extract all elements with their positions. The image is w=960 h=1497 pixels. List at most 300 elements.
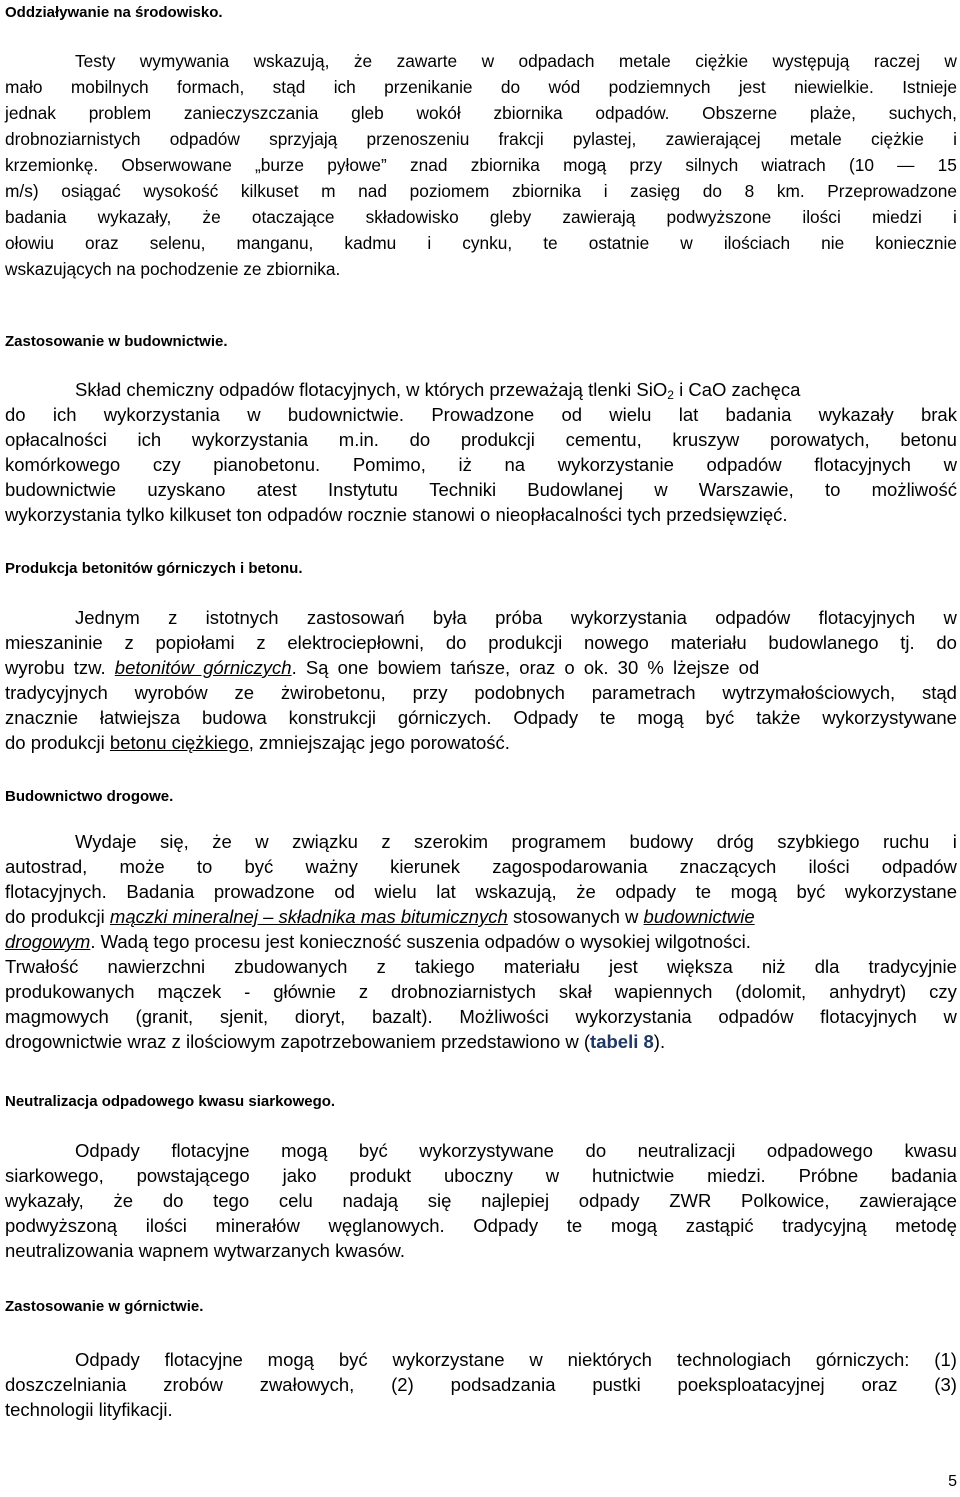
- word: budowy: [629, 831, 694, 852]
- word: z: [358, 981, 369, 1002]
- word: dróg: [716, 831, 754, 852]
- text-line: [5, 1029, 957, 1054]
- word: czy: [929, 981, 957, 1002]
- word: (2): [391, 1374, 414, 1395]
- link-road-construction[interactable]: budownictwie: [643, 906, 755, 927]
- word: mogą: [281, 1140, 328, 1161]
- word: z: [168, 607, 178, 628]
- word: występują: [772, 51, 850, 71]
- word: krzemionkę.: [5, 155, 99, 175]
- word: silnych: [685, 155, 739, 175]
- word: wód: [548, 77, 581, 97]
- word: niż: [761, 956, 786, 977]
- word: Instytutu: [328, 479, 398, 500]
- word: stąd: [921, 682, 957, 703]
- word: zbiornika: [470, 155, 540, 175]
- word: się,: [159, 831, 189, 852]
- word: poziomem: [409, 181, 490, 201]
- word: tradycyjnie: [868, 956, 957, 977]
- word: składowisko: [365, 207, 459, 227]
- word: znaczących: [679, 856, 777, 877]
- word: 15: [937, 155, 957, 175]
- word: nadają: [342, 1190, 399, 1211]
- word: wskazują,: [253, 51, 330, 71]
- word: ilości: [802, 207, 841, 227]
- word: wykorzystania: [575, 1006, 692, 1027]
- subscript: 2: [667, 388, 674, 402]
- word: dioryt,: [294, 1006, 346, 1027]
- word: wielu: [374, 881, 417, 902]
- word: wykorzystania: [191, 429, 309, 450]
- word: km.: [776, 181, 805, 201]
- word: jest: [738, 77, 766, 97]
- word: związku: [292, 831, 358, 852]
- word: kadmu: [344, 233, 397, 253]
- word: wyrobów: [134, 682, 208, 703]
- text-line: wykorzystania tylko kilkuset ton odpadów rocznie stanowi o nieopłacalności tych przedsięwzięć.: [5, 504, 788, 525]
- word: flotacyjne: [171, 1140, 250, 1161]
- paragraph-road-construction: [5, 829, 957, 1054]
- word: Odpady: [75, 1349, 140, 1370]
- heading-acid-neutralization: Neutralizacja odpadowego kwasu siarkowego.: [5, 1093, 336, 1110]
- text-line: [5, 1372, 957, 1397]
- word: czy: [152, 454, 181, 475]
- word: 8: [744, 181, 755, 201]
- word: wysokość: [143, 181, 219, 201]
- word: być: [338, 1349, 368, 1370]
- text-fragment: stosowanych w: [507, 906, 644, 927]
- paragraph-acid-neutralization: [5, 1138, 957, 1263]
- word: że: [113, 1190, 134, 1211]
- word: produkcji: [460, 429, 535, 450]
- word: to: [196, 856, 213, 877]
- word: wykazały,: [97, 207, 172, 227]
- text-line: [5, 705, 957, 730]
- word: górniczych:: [815, 1349, 910, 1370]
- word: może: [119, 856, 165, 877]
- word: tego: [213, 1190, 250, 1211]
- word: Odpady: [473, 1215, 539, 1236]
- word: suchych,: [888, 103, 957, 123]
- word: (3): [934, 1374, 957, 1395]
- word: niewielkie.: [794, 77, 874, 97]
- word: próba: [495, 607, 543, 628]
- word: niektórych: [567, 1349, 652, 1370]
- word: do: [445, 632, 467, 653]
- word: mogą: [610, 1215, 658, 1236]
- word: metale: [618, 51, 671, 71]
- word: badania: [891, 1165, 957, 1186]
- word: wykorzystywane: [822, 707, 957, 728]
- text-line: [5, 605, 957, 630]
- word: być: [705, 707, 735, 728]
- word: do: [5, 404, 26, 425]
- text-fragment: Skład chemiczny odpadów flotacyjnych, w których przeważają tlenki SiO: [75, 379, 668, 400]
- word: raczej: [873, 51, 920, 71]
- link-heavy-concrete[interactable]: betonu ciężkiego: [109, 732, 249, 753]
- word: przenikanie: [384, 77, 473, 97]
- word: autostrad,: [5, 856, 88, 877]
- word: celu: [278, 1190, 313, 1211]
- word: górniczych.: [397, 707, 492, 728]
- text-fragment: do produkcji: [5, 732, 110, 753]
- word: do: [162, 1190, 184, 1211]
- word: zawarte: [396, 51, 458, 71]
- word: wytrzymałościowych,: [722, 682, 896, 703]
- word: Jednym: [75, 607, 140, 628]
- word: Obserwowane: [121, 155, 232, 175]
- word: hutnictwie: [591, 1165, 675, 1186]
- word: poeksploatacyjnej: [677, 1374, 825, 1395]
- word: mogą: [730, 881, 777, 902]
- word: neutralizacji: [637, 1140, 736, 1161]
- word: odpadów: [881, 856, 957, 877]
- word: elektrociepłowni,: [287, 632, 425, 653]
- word: przy: [629, 155, 663, 175]
- word: flotacyjnych: [818, 607, 916, 628]
- word: przy: [412, 682, 448, 703]
- word: mogą: [563, 155, 607, 175]
- word: w: [943, 454, 957, 475]
- word: drobnoziarnistych: [5, 129, 141, 149]
- word: nie: [821, 233, 845, 253]
- paragraph-construction-use: [5, 377, 957, 527]
- word: Możliwości: [459, 1006, 549, 1027]
- word: szerokim: [414, 831, 489, 852]
- word: otaczające: [251, 207, 335, 227]
- text-fragment: . Wadą tego procesu jest konieczność suszenia odpadów o wysokiej wilgotności.: [90, 931, 751, 952]
- word: w: [943, 607, 957, 628]
- text-line: [5, 1163, 957, 1188]
- word: mobilnych: [70, 77, 149, 97]
- text-line: [5, 452, 957, 477]
- word: z: [256, 632, 266, 653]
- word: magmowych: [5, 1006, 109, 1027]
- text-line: [5, 655, 957, 680]
- word: odpadów.: [595, 103, 670, 123]
- word: Odpady: [513, 707, 579, 728]
- text-line: [5, 854, 957, 879]
- word: Przeprowadzone: [827, 181, 957, 201]
- text-line: [5, 204, 957, 230]
- text-line: [5, 427, 957, 452]
- word: podsadzania: [450, 1374, 556, 1395]
- text-line: [5, 1188, 957, 1213]
- word: podziemnych: [608, 77, 711, 97]
- word: cementu,: [565, 429, 642, 450]
- word: budowa: [201, 707, 267, 728]
- word: komórkowego: [5, 454, 121, 475]
- word: głównie: [273, 981, 336, 1002]
- text-line: [5, 152, 957, 178]
- word: i: [427, 233, 432, 253]
- word: zbiornika: [493, 103, 563, 123]
- word: ilości: [808, 856, 850, 877]
- word: budownictwie.: [287, 404, 405, 425]
- word: odpadach: [518, 51, 595, 71]
- word: opłacalności: [5, 429, 107, 450]
- word: uzyskano: [147, 479, 226, 500]
- word: łatwiejsza: [99, 707, 181, 728]
- word: ważny: [305, 856, 358, 877]
- word: badania: [5, 207, 67, 227]
- word: pyłowe”: [327, 155, 387, 175]
- word: wskazują,: [475, 881, 557, 902]
- word: i: [953, 129, 957, 149]
- word: programem: [511, 831, 607, 852]
- word: odpadów: [715, 607, 791, 628]
- word: w: [944, 51, 957, 71]
- word: w: [247, 404, 261, 425]
- word: ilościach: [723, 233, 791, 253]
- word: betonu: [900, 429, 957, 450]
- word: była: [432, 607, 467, 628]
- word: lat: [436, 881, 456, 902]
- word: sjenit,: [219, 1006, 269, 1027]
- word: flotacyjnych: [814, 454, 911, 475]
- word: prowadzone: [213, 881, 315, 902]
- text-fragment: . Są one bowiem tańsze, oraz o ok. 30 % lżejsze od: [291, 657, 760, 678]
- word: w: [529, 1349, 543, 1370]
- word: m: [321, 181, 336, 201]
- word: materiału: [670, 632, 747, 653]
- word: miedzi: [871, 207, 922, 227]
- word: Wydaje: [75, 831, 137, 852]
- word: że: [353, 51, 373, 71]
- word: flotacyjne: [164, 1349, 243, 1370]
- word: selenu,: [149, 233, 206, 253]
- word: kierunek: [390, 856, 461, 877]
- text-line: [5, 680, 957, 705]
- word: Prowadzone: [431, 404, 535, 425]
- word: kilkuset: [240, 181, 299, 201]
- word: na: [504, 454, 526, 475]
- word: węglanowych.: [328, 1215, 445, 1236]
- word: gleby: [489, 207, 532, 227]
- text-line: [5, 829, 957, 854]
- word: Trwałość: [5, 956, 79, 977]
- text-line: [5, 48, 957, 74]
- word: ich: [333, 77, 356, 97]
- word: brak: [920, 404, 957, 425]
- word: Próbne: [798, 1165, 859, 1186]
- paragraph-mining-use: [5, 1347, 957, 1422]
- word: (dolomit,: [735, 981, 807, 1002]
- word: stąd: [272, 77, 306, 97]
- word: m.in.: [338, 429, 379, 450]
- word: z: [381, 831, 391, 852]
- text-line: [5, 1213, 957, 1238]
- word: tradycyjną: [782, 1215, 867, 1236]
- paragraph-environmental-impact: [5, 48, 957, 282]
- word: oraz: [861, 1374, 898, 1395]
- word: do: [585, 1140, 607, 1161]
- word: miedzi.: [707, 1165, 766, 1186]
- word: wielu: [609, 404, 652, 425]
- word: wykazały: [818, 404, 894, 425]
- word: produkcji: [488, 632, 563, 653]
- word: podwyższone: [666, 207, 772, 227]
- word: iż: [458, 454, 472, 475]
- word: być: [358, 1140, 388, 1161]
- word: większa: [666, 956, 733, 977]
- word: w: [943, 1006, 957, 1027]
- word: Pomimo,: [352, 454, 426, 475]
- word: wykorzystania: [103, 404, 220, 425]
- word: do: [409, 429, 431, 450]
- word: podobnych: [474, 682, 565, 703]
- word: zawierające: [859, 1190, 957, 1211]
- word: mało: [5, 77, 43, 97]
- word: Budowlanej: [527, 479, 623, 500]
- word: żwirobetonu,: [280, 682, 386, 703]
- word: odpadów: [169, 129, 240, 149]
- paragraph-betonite-production: [5, 605, 957, 755]
- text-fragment: i CaO zachęca: [673, 379, 801, 400]
- link-mineral-filler[interactable]: mączki mineralnej – składnika mas bitumicznych: [109, 906, 508, 927]
- word: Warszawie,: [698, 479, 794, 500]
- word: się: [427, 1190, 452, 1211]
- word: przenoszeniu: [366, 129, 470, 149]
- word: (1): [934, 1349, 957, 1370]
- word: —: [897, 155, 915, 175]
- word: technologiach: [676, 1349, 791, 1370]
- link-road-construction-cont[interactable]: drogowym: [5, 931, 91, 952]
- text-line: [5, 954, 957, 979]
- word: zrobów: [163, 1374, 223, 1395]
- word: i: [603, 181, 608, 201]
- word: wymywania: [139, 51, 230, 71]
- word: odpadowego: [766, 1140, 873, 1161]
- word: porowatych,: [769, 429, 870, 450]
- word: Odpady: [75, 1140, 140, 1161]
- word: pylastej,: [572, 129, 637, 149]
- word: z: [376, 956, 386, 977]
- word: wykorzystywane: [419, 1140, 554, 1161]
- word: ciężkie: [871, 129, 924, 149]
- text-line: [5, 1347, 957, 1372]
- word: Obszerne: [702, 103, 778, 123]
- word: Istnieje: [902, 77, 957, 97]
- word: odpadów: [706, 454, 782, 475]
- word: że: [212, 831, 232, 852]
- word: zwałowych,: [259, 1374, 355, 1395]
- word: Testy: [75, 51, 116, 71]
- word: metodę: [895, 1215, 957, 1236]
- word: wiatrach: [761, 155, 826, 175]
- word: w: [654, 479, 668, 500]
- text-fragment: wyrobu tzw.: [5, 657, 115, 678]
- word: flotacyjnych.: [5, 881, 107, 902]
- word: skał: [558, 981, 592, 1002]
- word: zastąpić: [685, 1215, 754, 1236]
- word: kruszyw: [672, 429, 740, 450]
- link-betonity-gornicze[interactable]: betonitów górniczych: [114, 657, 292, 678]
- word: problem: [88, 103, 152, 123]
- page-number: 5: [948, 1473, 957, 1490]
- word: także: [756, 707, 801, 728]
- word: znad: [410, 155, 448, 175]
- text-line: [5, 126, 957, 152]
- text-line: [5, 904, 957, 929]
- word: „burze: [255, 155, 305, 175]
- word: minerałów: [215, 1215, 300, 1236]
- word: zbudowanych: [234, 956, 348, 977]
- word: mogą: [267, 1349, 314, 1370]
- heading-road-construction: Budownictwo drogowe.: [5, 788, 174, 805]
- word: m/s): [5, 181, 39, 201]
- text-line: [5, 230, 957, 256]
- word: te: [566, 1215, 583, 1236]
- word: budowlanego: [768, 632, 879, 653]
- heading-environmental-impact: Oddziaływanie na środowisko.: [5, 4, 223, 21]
- word: materiału: [503, 956, 580, 977]
- word: wykorzystanie: [557, 454, 674, 475]
- word: oraz: [85, 233, 119, 253]
- word: doszczelniania: [5, 1374, 127, 1395]
- word: powstającego: [136, 1165, 250, 1186]
- word: zanieczyszczania: [183, 103, 319, 123]
- word: wykorzystane: [392, 1349, 505, 1370]
- word: popiołami: [155, 632, 235, 653]
- word: do: [936, 632, 957, 653]
- word: zasięg: [630, 181, 681, 201]
- word: odpady: [578, 1190, 640, 1211]
- word: ich: [137, 429, 162, 450]
- text-fragment: , zmniejszając jego porowatość.: [248, 732, 510, 753]
- word: takiego: [414, 956, 475, 977]
- word: Badania: [126, 881, 195, 902]
- text-fragment: drogownictwie wraz z ilościowym zapotrzebowaniem przedstawiono w (: [5, 1031, 591, 1052]
- heading-betonite-production: Produkcja betonitów górniczych i betonu.: [5, 560, 303, 577]
- word: nowego: [584, 632, 649, 653]
- word: anhydryt): [829, 981, 907, 1002]
- word: mogą: [637, 707, 684, 728]
- word: te: [543, 233, 558, 253]
- word: Techniki: [429, 479, 497, 500]
- text-line: [5, 879, 957, 904]
- word: parametrach: [591, 682, 696, 703]
- word: jest: [609, 956, 638, 977]
- table-reference-link[interactable]: tabeli 8: [590, 1031, 654, 1052]
- word: to: [824, 479, 841, 500]
- word: że: [202, 207, 221, 227]
- word: metale: [789, 129, 842, 149]
- text-line: [5, 74, 957, 100]
- word: badania: [725, 404, 792, 425]
- word: zawierającej: [665, 129, 761, 149]
- word: ostatnie: [588, 233, 650, 253]
- word: mieszaninie: [5, 632, 103, 653]
- word: nad: [358, 181, 387, 201]
- text-line: [5, 477, 957, 502]
- word: -: [244, 981, 251, 1002]
- text-line: [5, 402, 957, 427]
- text-line: [5, 630, 957, 655]
- word: tj.: [900, 632, 915, 653]
- text-line: [5, 979, 957, 1004]
- word: w: [255, 831, 269, 852]
- word: produkt: [349, 1165, 412, 1186]
- word: wokół: [416, 103, 461, 123]
- word: kwasu: [904, 1140, 957, 1161]
- word: do: [500, 77, 521, 97]
- word: jako: [282, 1165, 317, 1186]
- word: te: [695, 881, 712, 902]
- word: bazalt).: [371, 1006, 433, 1027]
- text-line: [5, 1138, 957, 1163]
- word: najlepiej: [481, 1190, 550, 1211]
